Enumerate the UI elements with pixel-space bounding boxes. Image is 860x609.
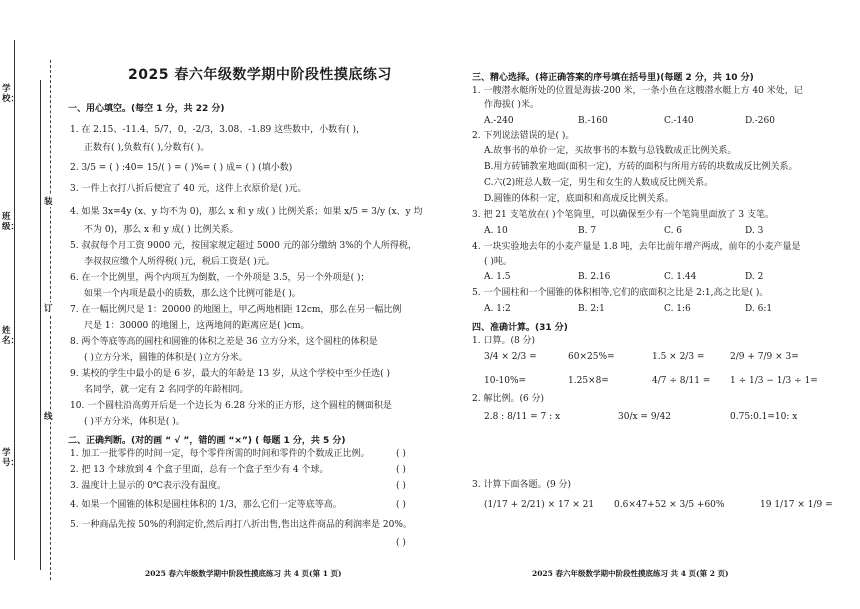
question: 9. 某校的学生中最小的是 6 岁，最大的年龄是 13 岁，从这个学校中至少任选( )	[70, 369, 390, 379]
proportion-item: 0.75:0.1=10: x	[730, 412, 798, 422]
subsection-proportion: 2. 解比例。(6 分)	[472, 394, 545, 404]
question: 正数有( ),负数有( ),分数有( )。	[84, 143, 210, 153]
name-label: 姓名：	[2, 326, 20, 346]
option[interactable]: A. 1.5	[484, 272, 511, 282]
oral-item: 3/4 × 2/3 =	[484, 352, 537, 362]
option[interactable]: D. 3	[745, 226, 764, 236]
section-true-false: 二、正确判断。(对的画 “ √ ”，错的画 “×”) ( 每题 1 分，共 5 分)	[68, 436, 346, 446]
option[interactable]: B. 2:1	[578, 304, 605, 314]
compute-item: (1/17 + 2/21) × 17 × 21	[484, 500, 595, 510]
question: 4. 一块实验地去年的小麦产量是 1.8 吨，去年比前年增产两成，前年的小麦产量是	[472, 242, 801, 252]
bind-mark-ding: 订	[44, 304, 53, 314]
option[interactable]: C.六(2)班总人数一定，男生和女生的人数成反比例关系。	[484, 178, 714, 188]
question: 10. 一个圆柱沿高剪开后是一个边长为 6.28 分米的正方形，这个圆柱的侧面积是	[70, 401, 392, 411]
option[interactable]: A. 10	[484, 226, 508, 236]
question: 3. 把 21 支笔放在( )个笔筒里，可以确保至少有一个笔筒里面放了 3 支笔。	[472, 210, 774, 220]
section-choice: 三、精心选择。(将正确答案的序号填在括号里)(每题 2 分，共 10 分)	[472, 73, 754, 83]
option[interactable]: D. 2	[745, 272, 764, 282]
compute-item: 19 1/17 × 1/9 =	[760, 500, 833, 510]
oral-item: 60×25%=	[568, 352, 615, 362]
question: 6. 在一个比例里，两个内项互为倒数，一个外项是 3.5，另一个外项是( )；	[70, 273, 370, 283]
option[interactable]: C.-140	[664, 116, 694, 126]
oral-item: 1 ÷ 1/3 − 1/3 ÷ 1=	[730, 376, 818, 386]
page-footer: 2025 春六年级数学期中阶段性摸底练习 共 4 页(第 2 页)	[532, 569, 729, 578]
question: 尺是 1：30000 的地图上，这两地间的距离应是( )cm。	[84, 321, 310, 331]
question: ( )吨。	[484, 257, 512, 267]
oral-item: 1.5 × 2/3 =	[652, 352, 705, 362]
question: 5. 叔叔每个月工资 9000 元，按国家规定超过 5000 元的部分缴纳 3%的个人所得税，	[70, 241, 417, 251]
judge-item: 5. 一种商品先按 50%的利润定价,然后再打八折出售,售出这件商品的利润率是 20%。	[70, 520, 412, 530]
option[interactable]: A.-240	[484, 116, 514, 126]
oral-item: 4/7 ÷ 8/11 =	[652, 376, 711, 386]
cut-line	[50, 60, 51, 580]
question: 李叔叔应缴个人所得税( )元，税后工资是( )元。	[84, 257, 275, 267]
option[interactable]: B. 7	[578, 226, 597, 236]
option[interactable]: B.用方砖铺教室地面(面积一定)，方砖的面积与所用方砖的块数成反比例关系。	[484, 162, 798, 172]
class-label: 班级：	[2, 212, 20, 232]
school-label: 学校：	[2, 84, 20, 104]
question: 3. 一件上衣打八折后便宜了 40 元，这件上衣原价是( )元。	[70, 184, 307, 194]
option[interactable]: B.-160	[578, 116, 608, 126]
question: 名同学，就一定有 2 名同学的年龄相同。	[84, 385, 249, 395]
question: 不为 0)，那么 x 和 y 成( ) 比例关系。	[84, 225, 239, 235]
question: 1. 在 2.15、-11.4、5/7，0，-2/3，3.08、-1.89 这些数中，小数有( )，	[70, 125, 366, 135]
judge-item: 2. 把 13 个球放到 4 个盒子里面，总有一个盒子至少有 4 个球。	[70, 465, 329, 475]
answer-paren[interactable]: ( )	[396, 449, 406, 459]
option[interactable]: A.故事书的单价一定，买故事书的本数与总钱数成正比例关系。	[484, 146, 737, 156]
answer-paren[interactable]: ( )	[396, 500, 406, 510]
subsection-oral: 1. 口算。(8 分)	[472, 336, 536, 346]
question: 如果一个内项是最小的质数，那么这个比例可能是( )。	[84, 289, 301, 299]
judge-item: 4. 如果一个圆锥的体积是圆柱体积的 1/3，那么它们一定等底等高。	[70, 500, 342, 510]
judge-item: 3. 温度计上显示的 0℃表示没有温度。	[70, 481, 227, 491]
question: 4. 如果 3x=4y (x、y 均不为 0)，那么 x 和 y 成( ) 比例关系；如果 x/5 = 3/y (x、y 均	[70, 207, 423, 217]
question: 1. 一艘潜水艇所处的位置是海拔-200 米，一条小鱼在这艘潜水艇上方 40 米处，记	[472, 86, 803, 96]
question: 作海拔( )米。	[484, 100, 539, 110]
page-footer: 2025 春六年级数学期中阶段性摸底练习 共 4 页(第 1 页)	[145, 569, 342, 578]
judge-item: 1. 加工一批零件的时间一定，每个零件所需的时间和零件的个数成正比例。	[70, 449, 370, 459]
option[interactable]: C. 1:6	[664, 304, 691, 314]
option[interactable]: D.-260	[745, 116, 775, 126]
answer-paren[interactable]: ( )	[396, 538, 406, 548]
option[interactable]: A. 1:2	[484, 304, 511, 314]
option[interactable]: C. 6	[664, 226, 683, 236]
question: 7. 在一幅比例尺是 1：20000 的地图上，甲乙两地相距 12cm，那么在另一幅比例	[70, 305, 402, 315]
compute-item: 0.6×47+52 × 3/5 +60%	[614, 500, 725, 510]
page-title: 2025 春六年级数学期中阶段性摸底练习	[128, 67, 392, 83]
question: 2. 下列说法错误的是( )。	[472, 131, 575, 141]
question: 2. 3/5 = ( ) :40= 15/( ) = ( )%= ( ) 成= ( ) (填小数)	[70, 163, 293, 173]
number-label: 学号：	[2, 448, 20, 468]
question: 5. 一个圆柱和一个圆锥的体积相等,它们的底面积之比是 2:1,高之比是( )。	[472, 288, 769, 298]
option[interactable]: C. 1.44	[664, 272, 697, 282]
question: ( )立方分米，圆锥的体积是( )立方分米。	[84, 353, 248, 363]
question: ( )平方分米，体积是( )。	[84, 417, 185, 427]
option[interactable]: B. 2.16	[578, 272, 611, 282]
option[interactable]: D.圆锥的体积一定，底面积和高成反比例关系。	[484, 194, 674, 204]
bind-mark-zhuang: 装	[44, 197, 53, 207]
oral-item: 10-10%=	[484, 376, 527, 386]
question: 8. 两个等底等高的圆柱和圆锥的体积之差是 36 立方分米，这个圆柱的体积是	[70, 337, 378, 347]
margin-rule	[40, 80, 41, 570]
option[interactable]: D. 6:1	[745, 304, 773, 314]
section-fill-blank: 一、用心填空。(每空 1 分，共 22 分)	[68, 104, 225, 114]
oral-item: 1.25×8=	[568, 376, 609, 386]
proportion-item: 30/x = 9/42	[618, 412, 672, 422]
subsection-compute: 3. 计算下面各题。(9 分)	[472, 480, 572, 490]
oral-item: 2/9 + 7/9 × 3=	[730, 352, 799, 362]
answer-paren[interactable]: ( )	[396, 465, 406, 475]
bind-mark-xian: 线	[44, 412, 53, 422]
margin-rule	[14, 40, 15, 560]
answer-paren[interactable]: ( )	[396, 481, 406, 491]
proportion-item: 2.8 : 8/11 = 7 : x	[484, 412, 561, 422]
section-calculation: 四、准确计算。(31 分)	[472, 323, 568, 333]
